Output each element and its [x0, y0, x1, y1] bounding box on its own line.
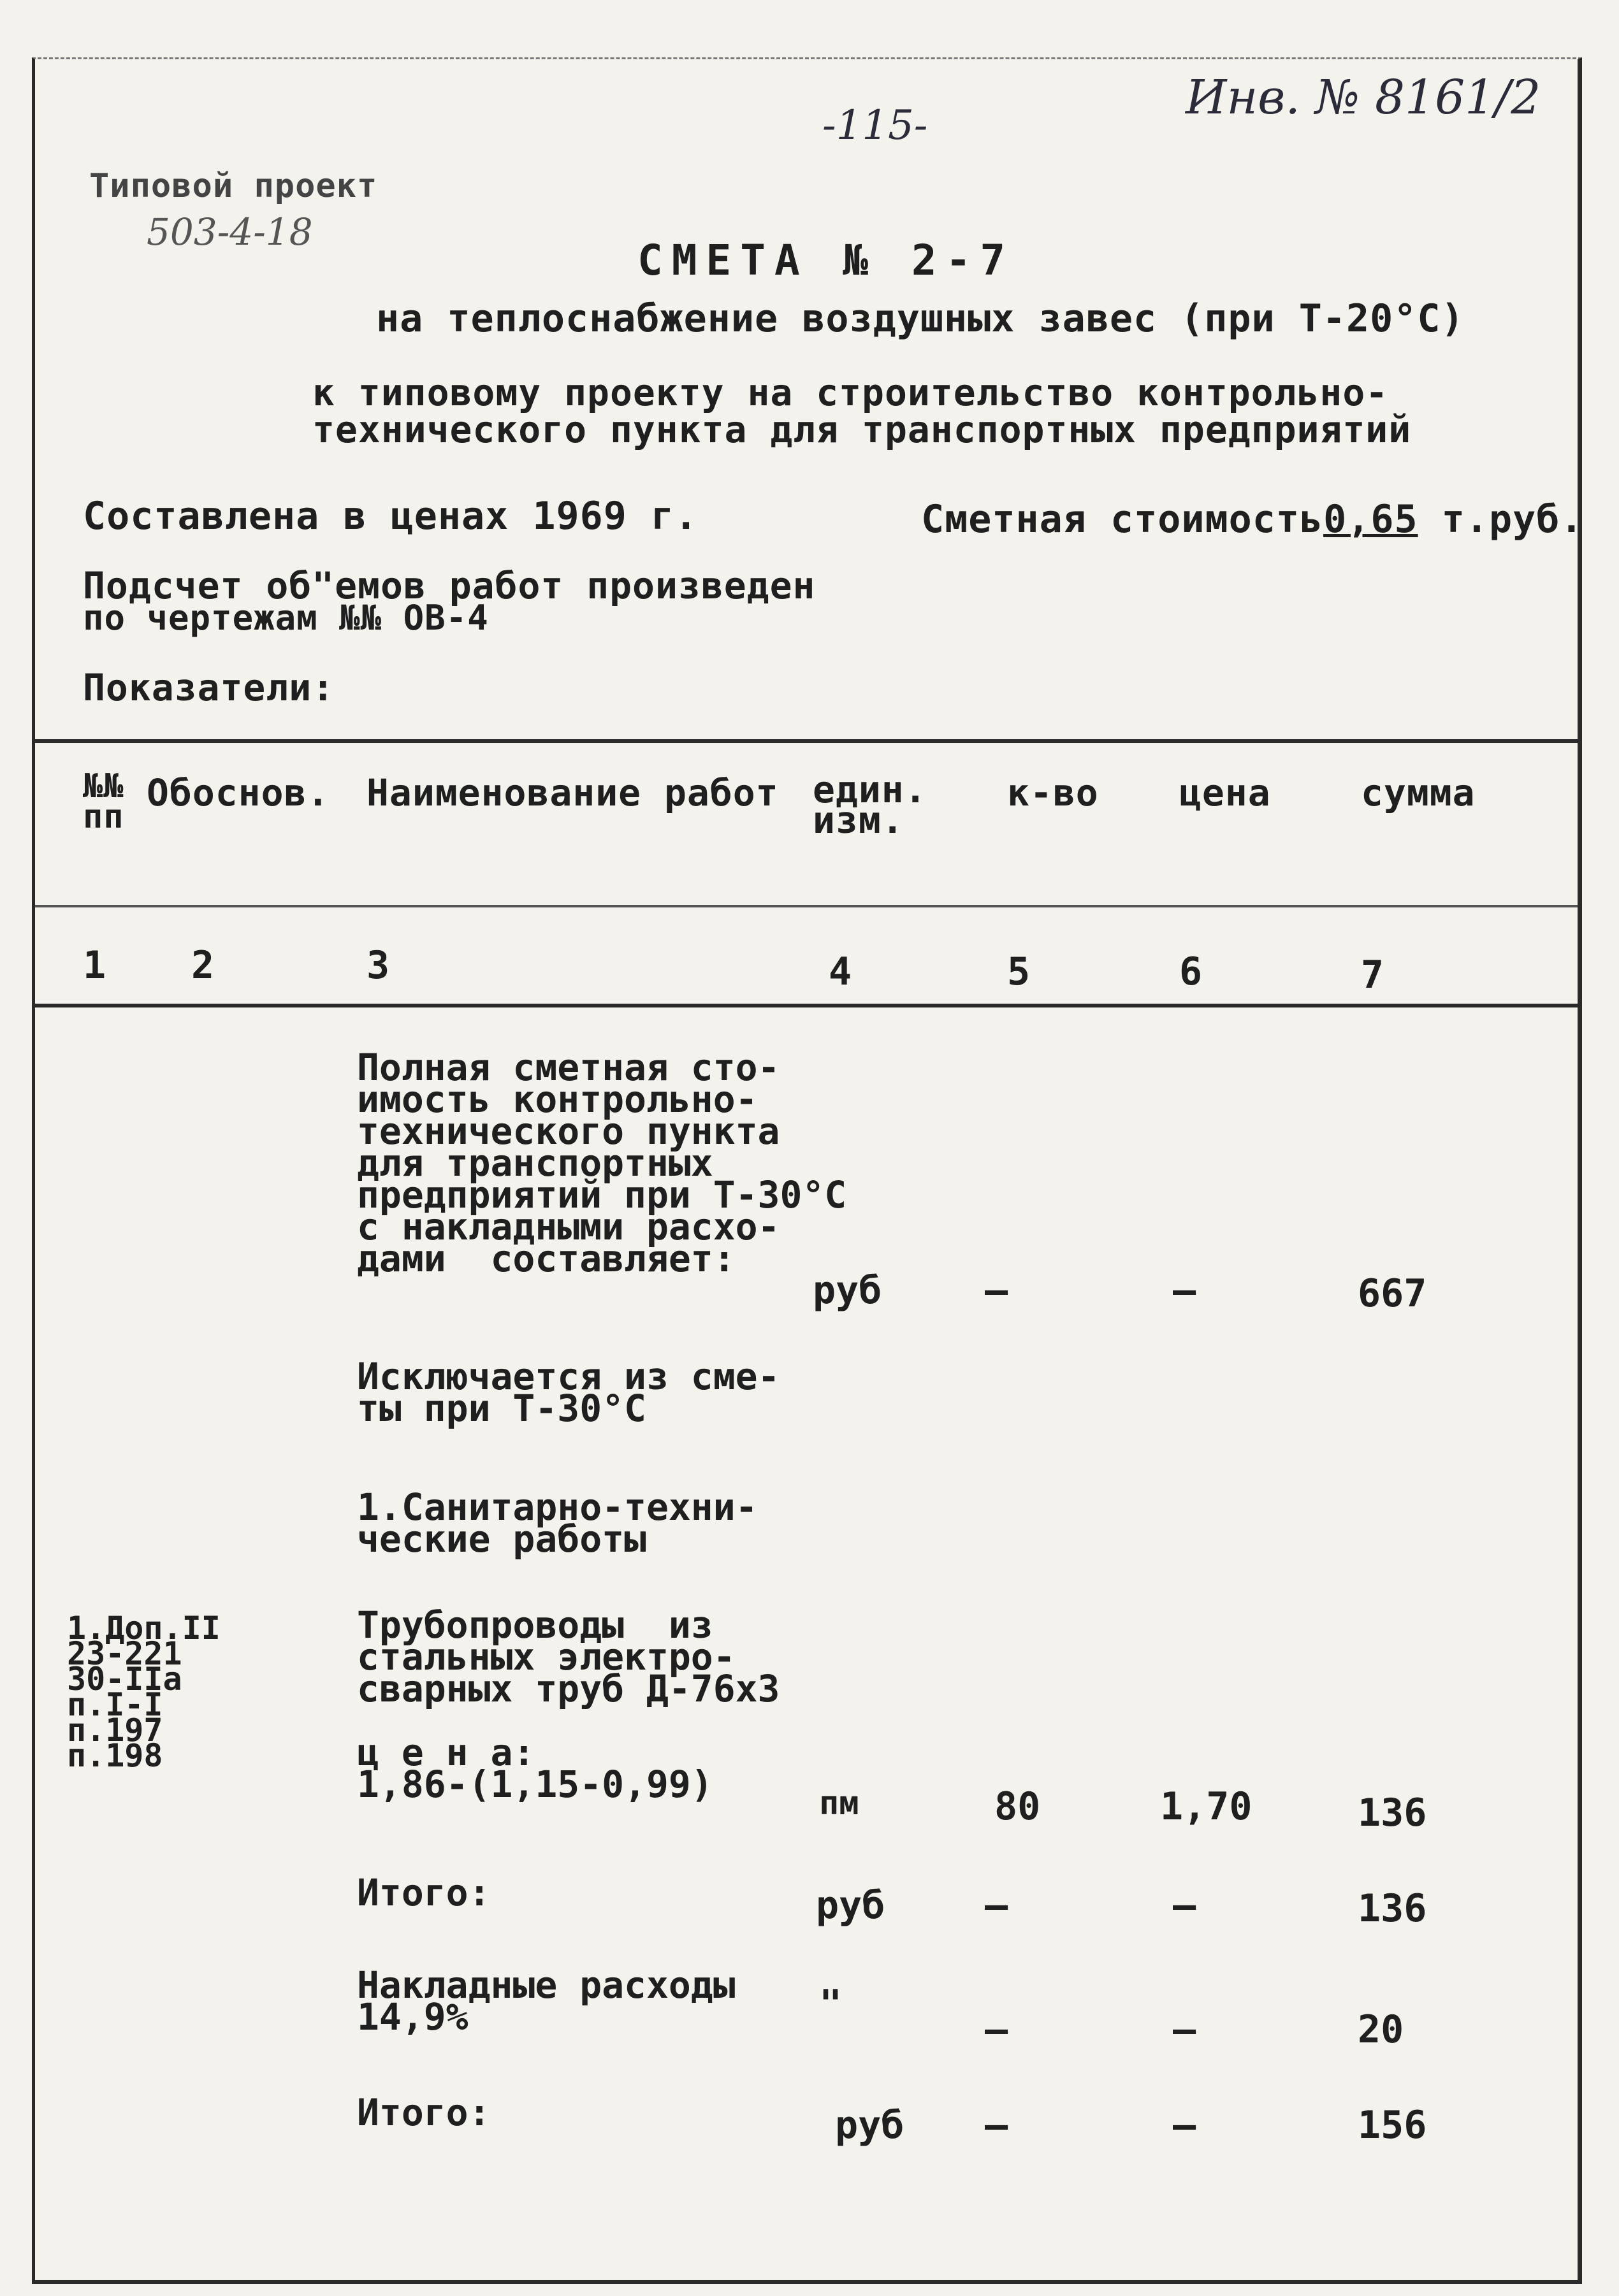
estimated-cost — [921, 497, 1583, 542]
header-bottom-rule — [35, 905, 1578, 907]
column-number: 2 — [191, 943, 215, 988]
volume-calc-line-1: Подсчет об"емов работ произведен — [83, 564, 816, 607]
column-number: 5 — [1007, 949, 1031, 994]
header-sum: сумма — [1361, 771, 1476, 814]
estimated-cost-label: Сметная стоимость — [921, 497, 1324, 542]
description-line-1: к типовому проекту на строительство контрольно- — [312, 371, 1389, 414]
project-code: 503-4-18 — [147, 210, 313, 254]
header-qty: к-во — [1007, 771, 1099, 814]
table-row-name: ц е н а: 1,86-(1,15-0,99) — [357, 1731, 713, 1806]
prices-basis: Составлена в ценах 1969 г. — [83, 494, 699, 538]
page-number: -115- — [822, 102, 928, 149]
table-row-price: – — [1173, 2007, 1196, 2052]
table-row-sum: 667 — [1358, 1271, 1427, 1316]
table-row-name: Накладные расходы 14,9% — [357, 1963, 736, 2039]
table-row-sum: 136 — [1358, 1791, 1427, 1835]
table-row-name: Итого: — [357, 1871, 491, 1914]
table-row-price: – — [1173, 1268, 1196, 1313]
table-row-sum: 136 — [1358, 1886, 1427, 1931]
table-row-qty: 80 — [994, 1784, 1041, 1829]
estimated-cost-value: 0,65 — [1323, 497, 1418, 542]
column-number: 6 — [1179, 949, 1203, 994]
table-row-name: Исключается из сме- ты при Т-30°С — [357, 1355, 780, 1430]
table-row-qty: – — [985, 2007, 1008, 2052]
header-num: №№ пп — [83, 767, 124, 836]
estimated-cost-unit: т.руб. — [1441, 497, 1584, 542]
table-row-name: Полная сметная сто- имость контрольно- технического пункта для транспортных предприятий при Т-30°С с накладными расхо- дами составляет: — [357, 1046, 847, 1280]
table-row-sum: 20 — [1358, 2007, 1404, 2052]
table-row-name: Итого: — [357, 2091, 491, 2134]
column-numbers-bottom-rule — [35, 1004, 1578, 1007]
column-number: 7 — [1361, 953, 1384, 997]
table-row-basis: 1.Доп.II 23-221 30-IIа п.I-I п.197 п.198 — [67, 1610, 221, 1774]
indicators-label: Показатели: — [83, 666, 335, 709]
column-number: 4 — [829, 949, 852, 994]
table-row-price: – — [1173, 2103, 1196, 2148]
estimate-title: СМЕТА № 2-7 — [637, 236, 1015, 285]
description-line-2: технического пункта для транспортных предприятий — [312, 408, 1412, 451]
table-row-unit: руб — [816, 1883, 885, 1928]
table-row-unit: руб — [835, 2103, 904, 2148]
header-name: Наименование работ — [367, 771, 779, 814]
table-row-name: Трубопроводы из стальных электро- сварных труб Д-76х3 — [357, 1603, 780, 1710]
table-row-unit: руб — [813, 1268, 882, 1313]
table-row-unit: " — [819, 1982, 843, 2026]
table-row-sum: 156 — [1358, 2103, 1427, 2148]
column-number: 3 — [367, 943, 390, 988]
table-row-qty: – — [985, 2103, 1008, 2148]
column-number: 1 — [83, 943, 106, 988]
table-row-price: 1,70 — [1160, 1784, 1252, 1829]
inventory-number: Инв. № 8161/2 — [1186, 70, 1541, 125]
table-top-rule — [35, 739, 1578, 743]
estimate-subtitle: на теплоснабжение воздушных завес (при Т-20°С) — [376, 296, 1465, 341]
header-unit: един. изм. — [813, 768, 927, 842]
table-row-qty: – — [985, 1268, 1008, 1313]
header-price: цена — [1179, 771, 1271, 814]
header-basis: Обоснов. — [147, 771, 330, 814]
table-row-price: – — [1173, 1883, 1196, 1928]
project-label: Типовой проект — [89, 167, 378, 205]
table-row-unit: пм — [819, 1784, 859, 1823]
table-row-qty: – — [985, 1883, 1008, 1928]
table-row-name: 1.Санитарно-техни- ческие работы — [357, 1485, 758, 1561]
volume-calc-line-2: по чертежам №№ ОВ-4 — [83, 598, 489, 638]
